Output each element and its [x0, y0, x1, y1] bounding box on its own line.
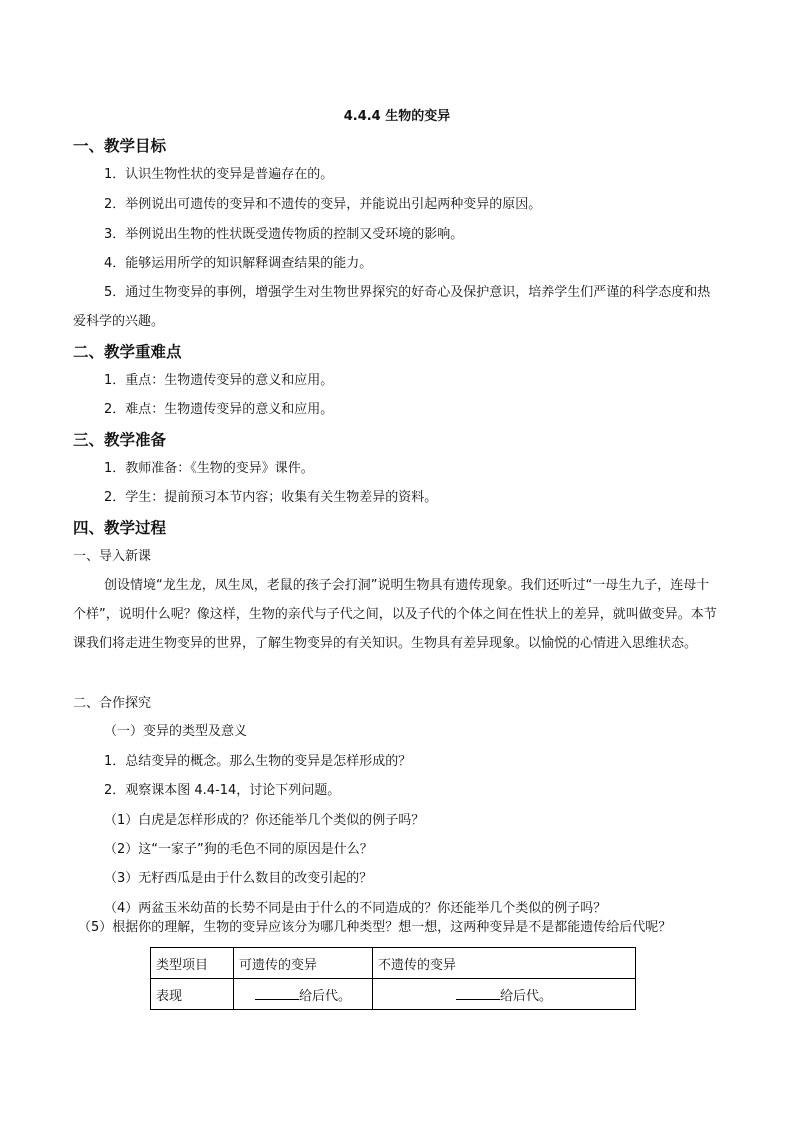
section-heading-preparation: 三、教学准备 [73, 431, 167, 449]
table-row-label: 表现 [151, 979, 234, 1010]
goal-item-4: 4．能够运用所学的知识解释调查结果的能力。 [104, 256, 373, 271]
table-header-cell: 类型项目 [151, 948, 234, 979]
section-heading-key-points: 二、教学重难点 [73, 343, 182, 361]
cell-suffix: 给后代。 [499, 988, 552, 1004]
process-item-1: 1．总结变异的概念。那么生物的变异是怎样形成的？ [104, 754, 412, 769]
subheading-explore: 二、合作探究 [73, 696, 152, 711]
section-heading-goals: 一、教学目标 [73, 137, 167, 155]
goal-item-5: 5．通过生物变异的事例，增强学生对生物世界探究的好奇心及保护意识，培养学生们严谨的科学态度和热爱科学的兴趣。 [73, 285, 711, 329]
fill-in-blank[interactable] [456, 987, 500, 1000]
preparation-item-2: 2．学生：提前预习本节内容；收集有关生物差异的资料。 [104, 490, 438, 505]
variation-table [150, 947, 636, 1010]
table-header-row [151, 948, 636, 979]
goal-item-2: 2．举例说出可遗传的变异和不遗传的变异，并能说出引起两种变异的原因。 [104, 197, 542, 212]
process-item-2: 2．观察课本图 4.4-14，讨论下列问题。 [104, 783, 341, 798]
fill-in-blank[interactable] [255, 987, 299, 1000]
table-row [151, 979, 636, 1010]
goal-item-1: 1．认识生物性状的变异是普遍存在的。 [104, 167, 334, 182]
intro-paragraph: 创设情境“龙生龙，凤生凤，老鼠的孩子会打洞”说明生物具有遗传现象。我们还听过“一母生九子，连母十个样”，说明什么呢？像这样，生物的亲代与子代之间，以及子代的个体之间在性状上的差异，就叫做变异。本节课我们将走进生物变异的世界，了解生物变异的有关知识。生物具有差异现象。以愉悦的心情进入思维状态。 [73, 578, 717, 651]
table-header-cell: 不遗传的变异 [373, 948, 636, 979]
preparation-item-1: 1．教师准备：《生物的变异》课件。 [104, 461, 314, 476]
table-cell-non-heritable [373, 979, 636, 1010]
question-1: （1）白虎是怎样形成的？你还能举几个类似的例子吗？ [104, 813, 425, 828]
question-2: （2）这“一家子”狗的毛色不同的原因是什么？ [104, 842, 373, 857]
subheading-intro: 一、导入新课 [73, 549, 152, 564]
key-point-1: 1．重点：生物遗传变异的意义和应用。 [104, 373, 334, 388]
part-heading-variation-types: （一）变异的类型及意义 [104, 724, 248, 739]
document-title: 4.4.4 生物的变异 [343, 109, 451, 124]
section-heading-process: 四、教学过程 [73, 519, 167, 537]
question-5: （5）根据你的理解，生物的变异应该分为哪几种类型？想一想，这两种变异是不是都能遗传给后代呢？ [78, 920, 672, 935]
table-header-cell: 可遗传的变异 [234, 948, 373, 979]
table-cell-heritable [234, 979, 373, 1010]
question-3: （3）无籽西瓜是由于什么数目的改变引起的？ [104, 871, 373, 886]
key-point-2: 2．难点：生物遗传变异的意义和应用。 [104, 402, 334, 417]
goal-item-3: 3．举例说出生物的性状既受遗传物质的控制又受环境的影响。 [104, 227, 464, 242]
cell-suffix: 给后代。 [298, 988, 351, 1004]
question-4: （4）两盆玉米幼苗的长势不同是由于什么的不同造成的？你还能举几个类似的例子吗？ [104, 901, 607, 916]
